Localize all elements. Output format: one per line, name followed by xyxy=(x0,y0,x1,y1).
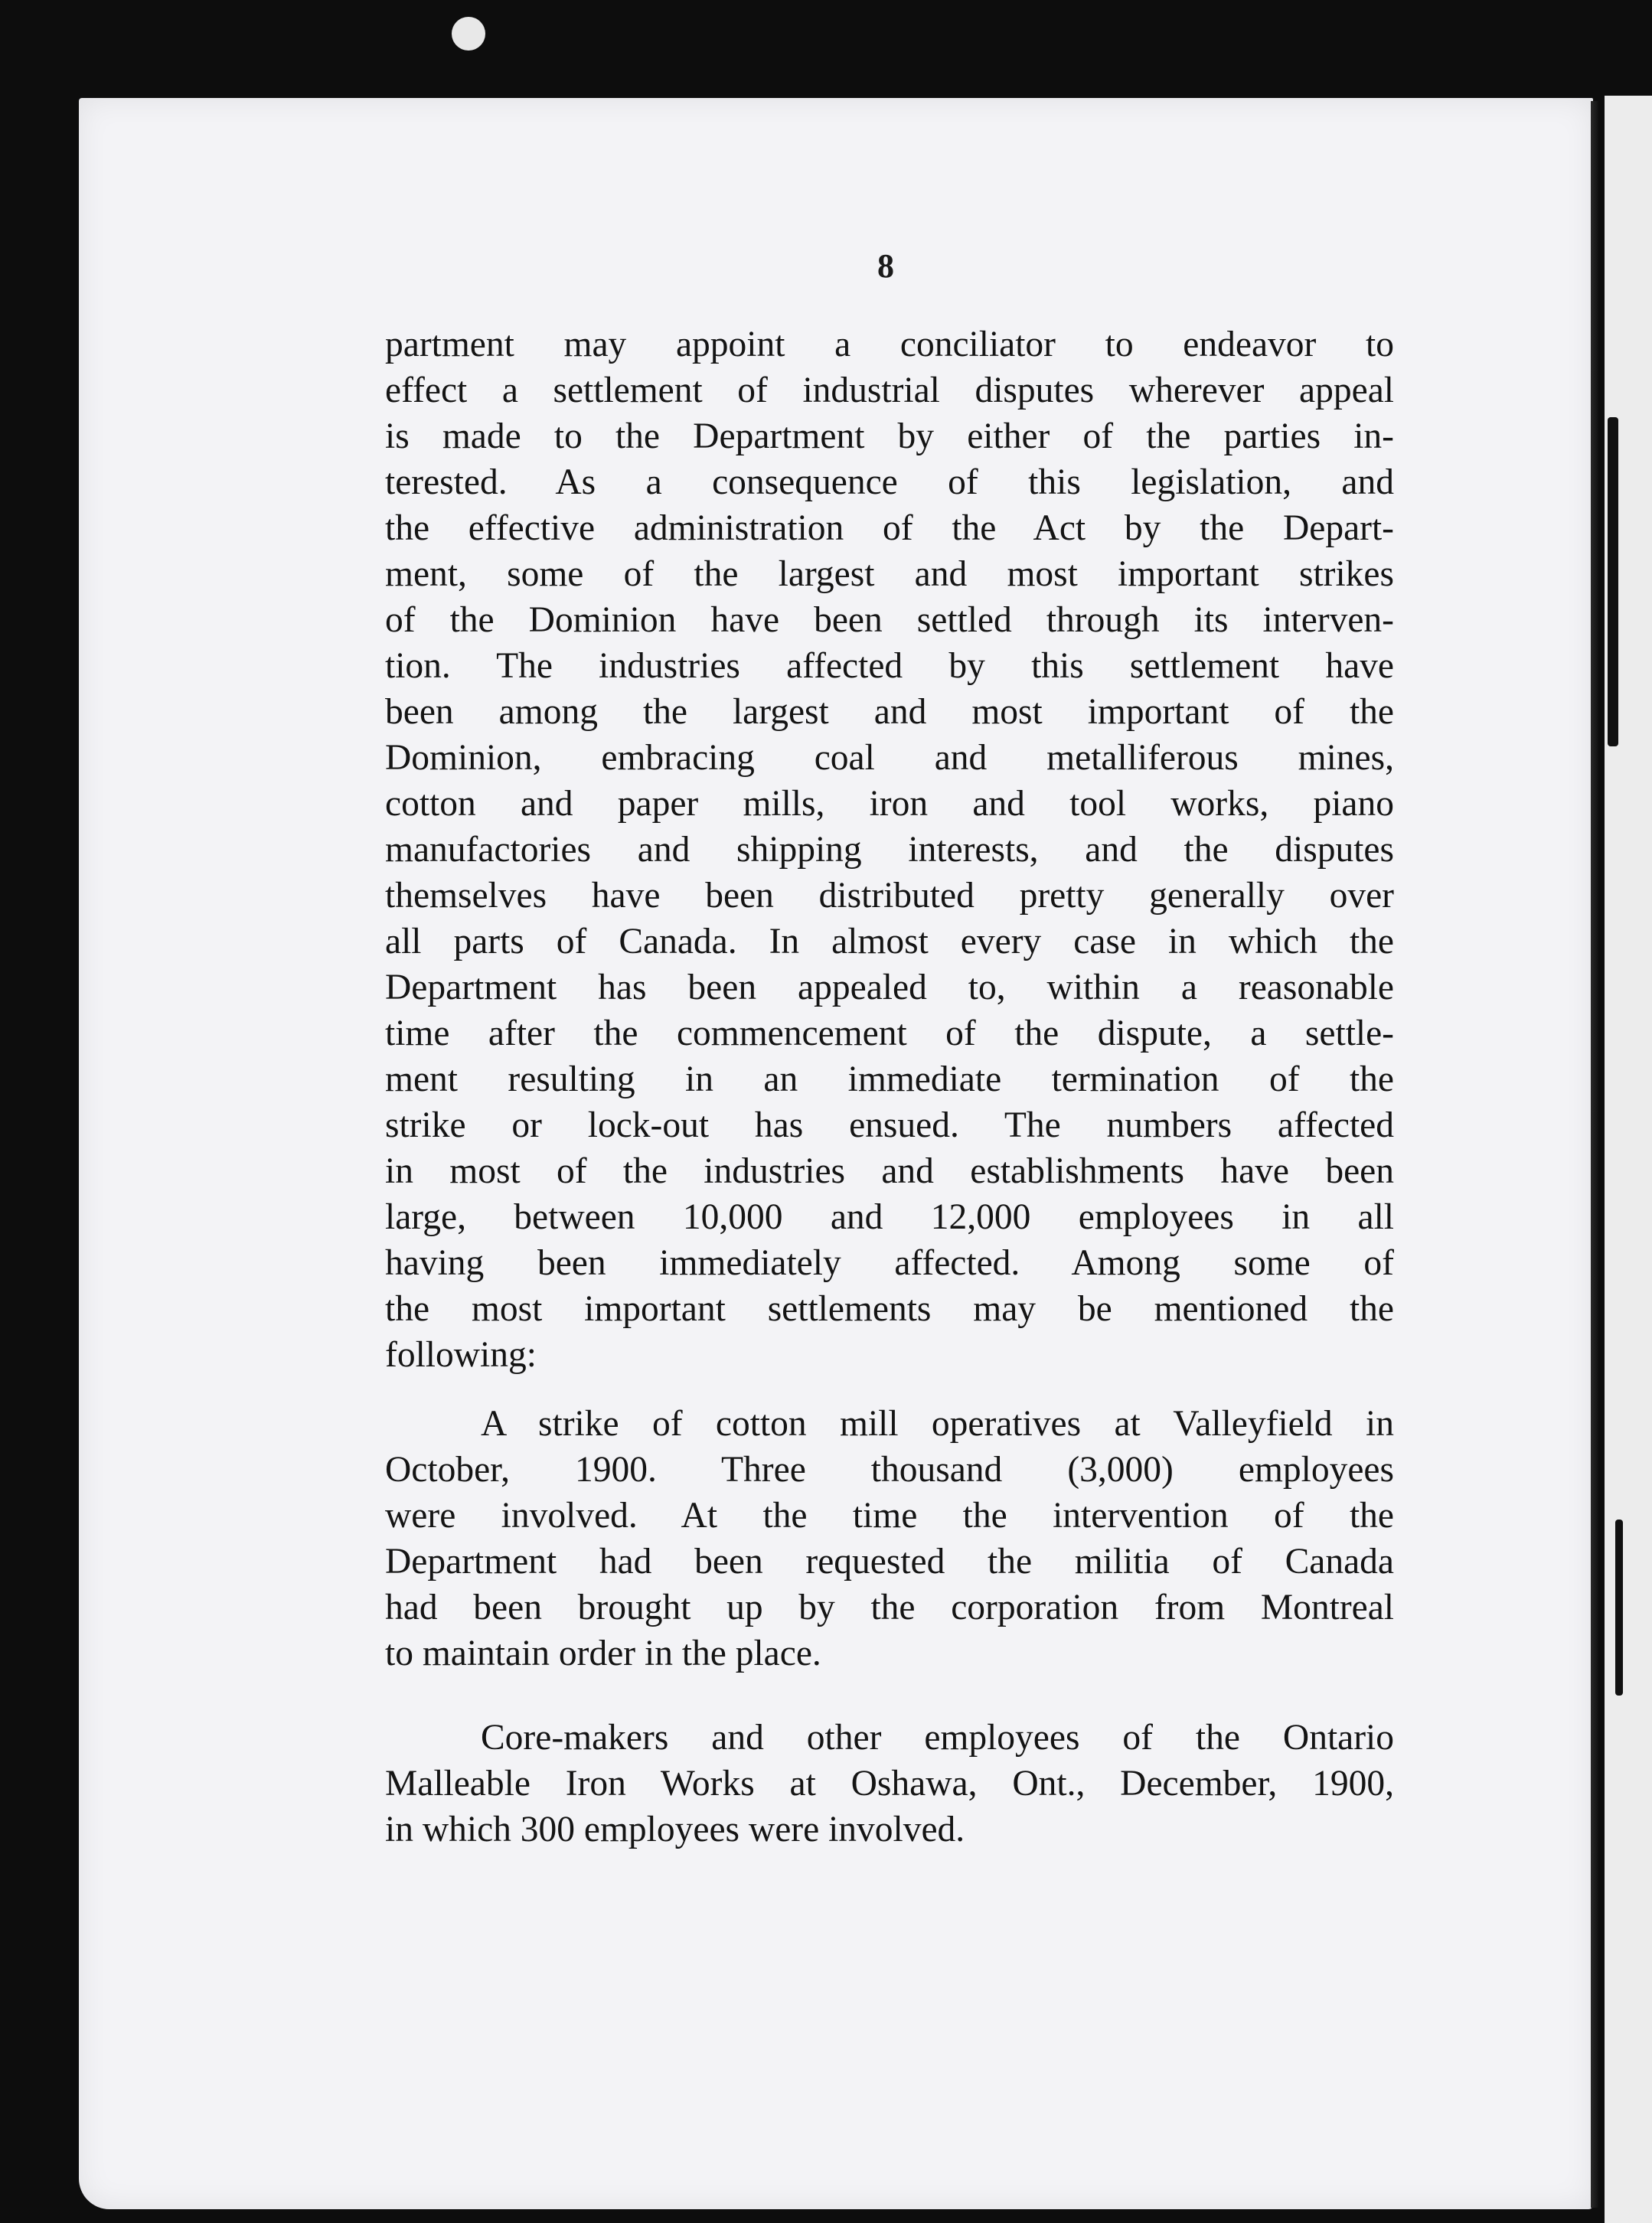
text-line: October, 1900. Three thousand (3,000) employees xyxy=(385,1450,1394,1490)
text-line: cotton and paper mills, iron and tool works, piano xyxy=(385,784,1394,824)
text-line: all parts of Canada. In almost every case in which the xyxy=(385,922,1394,961)
text-line: the most important settlements may be mentioned the xyxy=(385,1289,1394,1329)
text-line: tion. The industries affected by this settlement have xyxy=(385,646,1394,686)
text-line: is made to the Department by either of the parties in- xyxy=(385,416,1394,456)
text-line: had been brought up by the corporation from Montreal xyxy=(385,1588,1394,1627)
text-line: ment resulting in an immediate termination of the xyxy=(385,1059,1394,1099)
text-line: Malleable Iron Works at Oshawa, Ont., December, 1900, xyxy=(385,1764,1394,1804)
paragraph xyxy=(385,1715,1394,1852)
page-number: 8 xyxy=(877,247,894,285)
text-line: in most of the industries and establishments have been xyxy=(385,1151,1394,1191)
text-line: the effective administration of the Act by the Depart- xyxy=(385,508,1394,548)
text-line: strike or lock-out has ensued. The numbers affected xyxy=(385,1105,1394,1145)
text-line: been among the largest and most important of the xyxy=(385,692,1394,732)
binding-shadow xyxy=(1615,1520,1623,1696)
text-line: terested. As a consequence of this legislation, and xyxy=(385,462,1394,502)
text-line: following: xyxy=(385,1335,537,1375)
text-line: themselves have been distributed pretty generally over xyxy=(385,876,1394,916)
text-line: in which 300 employees were involved. xyxy=(385,1810,965,1849)
text-line: partment may appoint a conciliator to endeavor to xyxy=(385,325,1394,364)
page-edge xyxy=(1591,101,1598,2208)
adjacent-page-strip xyxy=(1605,96,1652,2223)
text-line: Department had been requested the militia of Canada xyxy=(385,1542,1394,1582)
text-line: A strike of cotton mill operatives at Valleyfield in xyxy=(481,1404,1394,1444)
text-line: manufactories and shipping interests, and the disputes xyxy=(385,830,1394,870)
text-line: ment, some of the largest and most important strikes xyxy=(385,554,1394,594)
text-line: were involved. At the time the intervention of the xyxy=(385,1496,1394,1536)
text-line: Core-makers and other employees of the Ontario xyxy=(481,1718,1394,1758)
text-line: to maintain order in the place. xyxy=(385,1634,821,1673)
text-line: of the Dominion have been settled through its interven- xyxy=(385,600,1394,640)
text-line: effect a settlement of industrial disputes wherever appeal xyxy=(385,370,1394,410)
text-line: having been immediately affected. Among some of xyxy=(385,1243,1394,1283)
text-line: Department has been appealed to, within a reasonable xyxy=(385,968,1394,1007)
paragraph xyxy=(385,322,1394,1378)
text-line: Dominion, embracing coal and metalliferous mines, xyxy=(385,738,1394,778)
binding-shadow xyxy=(1608,417,1618,746)
text-line: time after the commencement of the dispute, a settle- xyxy=(385,1014,1394,1053)
scan-blot xyxy=(452,17,485,51)
text-line: large, between 10,000 and 12,000 employees in all xyxy=(385,1197,1394,1237)
paragraph xyxy=(385,1401,1394,1676)
